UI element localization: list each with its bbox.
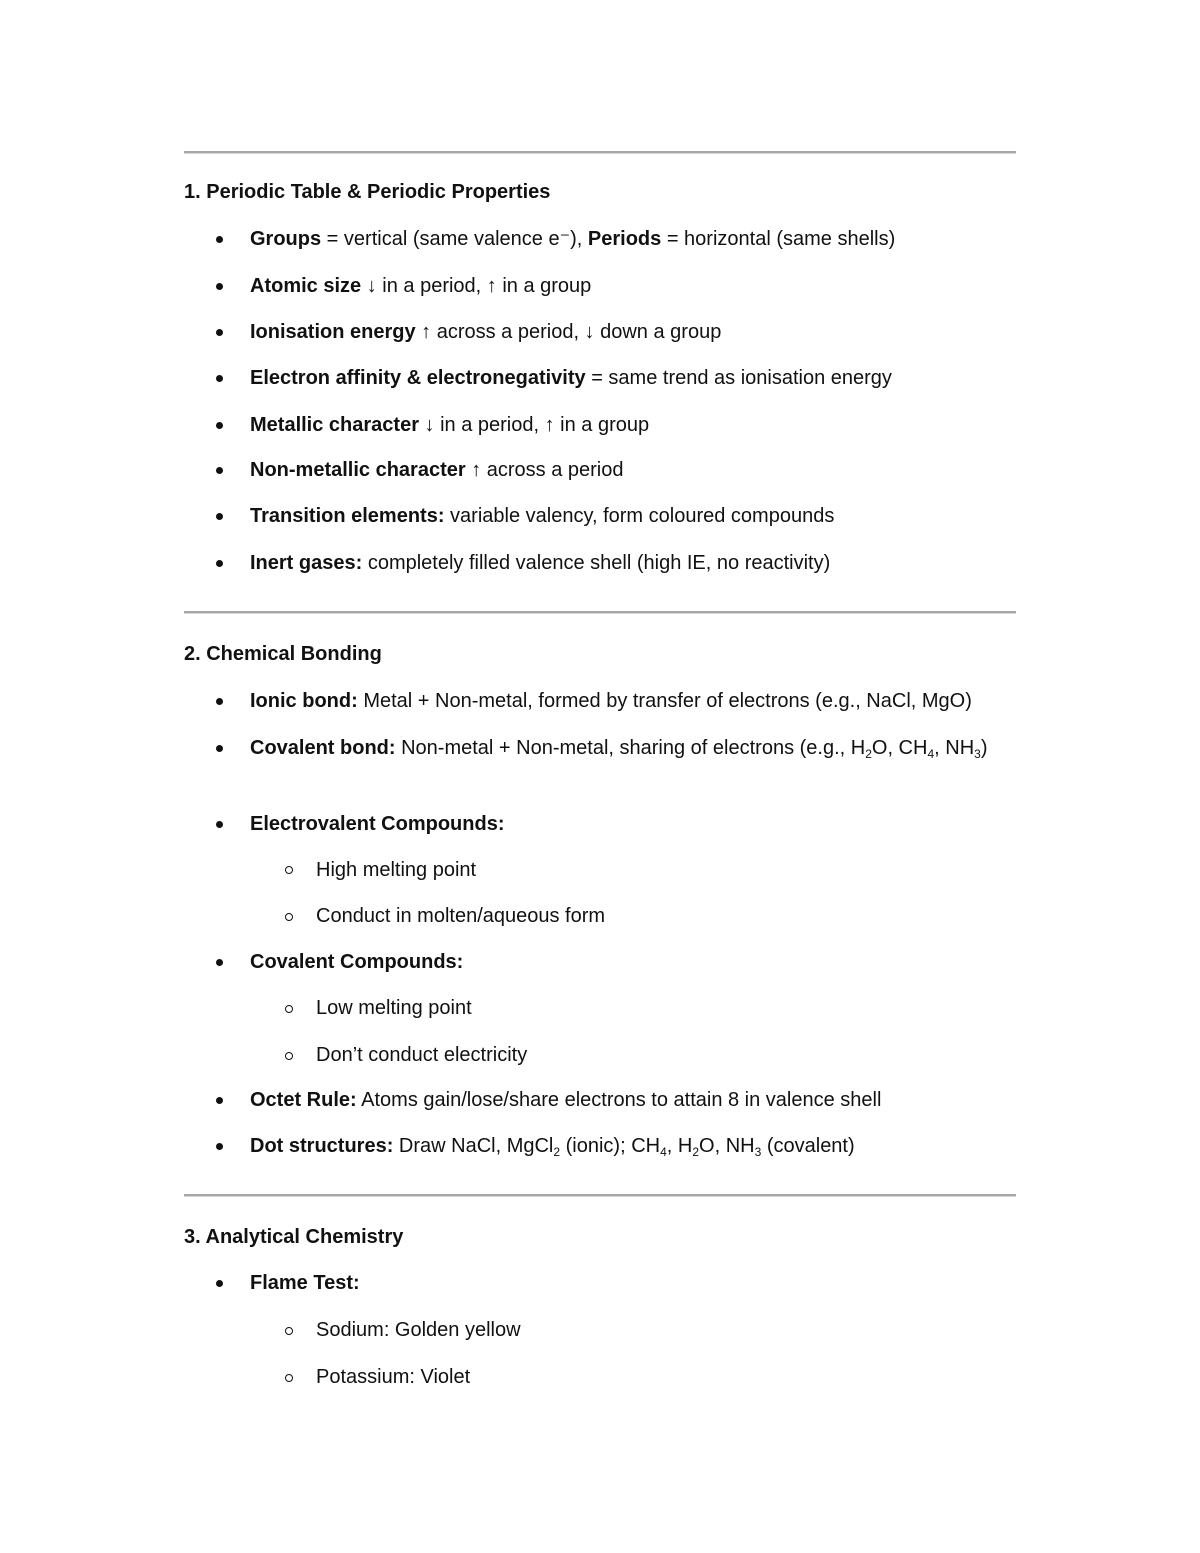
list-item-octet-rule	[250, 1085, 1030, 1116]
list-item-covalent-bond: Covalent bond: Non-metal + Non-metal, sharing of electrons (e.g., $H_2O$, $CH_4$, $NH_3$)	[250, 737, 988, 761]
item-text: = vertical (same valence e⁻),	[321, 228, 588, 250]
hollow-circle-bullet-icon	[285, 866, 293, 874]
bullet-icon	[216, 283, 223, 290]
term-metallic-character: Metallic character	[250, 414, 419, 436]
term-groups: Groups	[250, 228, 322, 250]
item-text: = same trend as ionisation energy	[585, 367, 892, 389]
list-item-groups-periods	[250, 224, 1030, 255]
term-periods: Periods	[587, 228, 662, 250]
term-transition-elements: Transition elements:	[250, 505, 445, 527]
hollow-circle-bullet-icon	[285, 1005, 293, 1013]
term-covalent-compounds: Covalent Compounds:	[250, 951, 464, 973]
item-text: ↑ across a period	[465, 459, 624, 481]
term-electrovalent-compounds: Electrovalent Compounds:	[250, 813, 505, 835]
bullet-icon	[216, 821, 223, 828]
item-text: ↓ in a period, ↑ in a group	[361, 275, 592, 297]
item-text: variable valency, form coloured compounds	[444, 505, 835, 527]
horizontal-divider	[184, 1194, 1016, 1197]
section-heading-analytical-chemistry: 3. Analytical Chemistry	[184, 1226, 404, 1248]
term-octet-rule: Octet Rule:	[250, 1089, 357, 1111]
hollow-circle-bullet-icon	[285, 1052, 293, 1060]
list-item-ionic-bond	[250, 686, 1030, 717]
list-item-covalent-compounds	[250, 947, 1030, 978]
horizontal-divider	[184, 611, 1016, 614]
bullet-icon	[216, 375, 223, 382]
bullet-icon	[216, 698, 223, 705]
sub-list-item: Low melting point	[316, 997, 472, 1019]
bullet-icon	[216, 1280, 223, 1287]
sub-list-item: Potassium: Violet	[316, 1366, 471, 1388]
sub-list-item: Conduct in molten/aqueous form	[316, 905, 606, 927]
hollow-circle-bullet-icon	[285, 1327, 293, 1335]
term-atomic-size: Atomic size	[250, 275, 362, 297]
term-covalent-bond: Covalent bond:	[250, 737, 396, 759]
bullet-icon	[216, 236, 223, 243]
item-text: ↓ in a period, ↑ in a group	[418, 414, 650, 436]
term-dot-structures: Dot structures:	[250, 1135, 394, 1157]
bullet-icon	[216, 1097, 223, 1104]
hollow-circle-bullet-icon	[285, 1374, 293, 1382]
bullet-icon	[216, 513, 223, 520]
bullet-icon	[216, 560, 223, 567]
sub-list-item: Don’t conduct electricity	[316, 1044, 528, 1066]
list-item-non-metallic-character	[250, 455, 1030, 486]
bullet-icon	[216, 422, 223, 429]
term-flame-test: Flame Test:	[250, 1272, 360, 1294]
term-ionic-bond: Ionic bond:	[250, 690, 358, 712]
term-ionisation-energy: Ionisation energy	[250, 321, 416, 343]
list-item-inert-gases	[250, 548, 1030, 579]
list-item-electron-affinity	[250, 363, 1030, 394]
section-heading-chemical-bonding: 2. Chemical Bonding	[184, 643, 382, 665]
bullet-icon	[216, 467, 223, 474]
list-item-ionisation-energy	[250, 317, 1030, 348]
term-inert-gases: Inert gases:	[250, 552, 363, 574]
sub-list-item: High melting point	[316, 859, 477, 881]
item-text: Metal + Non-metal, formed by transfer of electrons (e.g., NaCl, MgO)	[357, 690, 972, 712]
section-heading-periodic-table: 1. Periodic Table & Periodic Properties	[184, 181, 551, 203]
hollow-circle-bullet-icon	[285, 913, 293, 921]
list-item-transition-elements	[250, 501, 1030, 532]
list-item-electrovalent-compounds	[250, 809, 1030, 840]
bullet-icon	[216, 959, 223, 966]
bullet-icon	[216, 1143, 223, 1150]
list-item-dot-structures: Dot structures: Draw NaCl, MgCl$_2$ (ionic); $CH_4$, $H_2O$, $NH_3$ (covalent)	[250, 1135, 855, 1159]
list-item-flame-test	[250, 1268, 1030, 1299]
bullet-icon	[216, 329, 223, 336]
horizontal-divider	[184, 151, 1016, 154]
term-electron-affinity: Electron affinity & electronegativity	[250, 367, 586, 389]
item-text: ↑ across a period, ↓ down a group	[415, 321, 722, 343]
list-item-metallic-character	[250, 410, 1030, 441]
bullet-icon	[216, 745, 223, 752]
term-non-metallic-character: Non-metallic character	[250, 459, 466, 481]
item-text: = horizontal (same shells)	[661, 228, 896, 250]
list-item-atomic-size	[250, 271, 1030, 302]
item-text: completely filled valence shell (high IE, no reactivity)	[362, 552, 831, 574]
sub-list-item: Sodium: Golden yellow	[316, 1319, 521, 1341]
item-text: Atoms gain/lose/share electrons to attain 8 in valence shell	[356, 1089, 882, 1111]
